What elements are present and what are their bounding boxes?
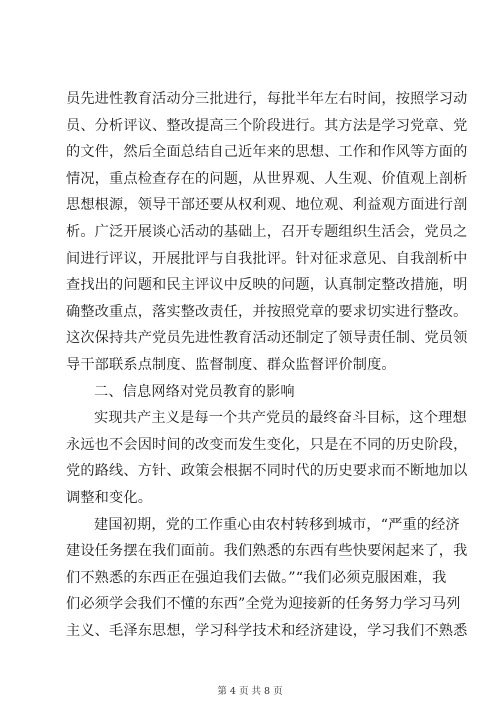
text-line: 确整改重点，落实整改责任，并按照党章的要求切实进行整改。 [66,303,468,320]
text-line: 导干部联系点制度、监督制度、群众监督评价制度。 [66,356,396,373]
text-line: 永远也不会因时间的改变而发生变化，只是在不同的历史阶段， [66,436,468,453]
text-line: 二、信息网络对党员教育的影响 [94,383,295,400]
page-footer: 第 4 页 共 8 页 [217,686,283,697]
text-line: 员先进性教育活动分三批进行，每批半年左右时间，按照学习动 [66,91,468,107]
text-line: 思想根源，领导干部还要从权利观、地位观、利益观方面进行剖 [66,197,468,214]
text-line: 党的路线、方针、政策会根据不同时代的历史要求而不断地加以 [66,463,468,480]
text-line: 间进行评议，开展批评与自我批评。针对征求意见、自我剖析中 [66,250,468,267]
text-line: 们必须学会我们不懂的东西”全党为迎接新的任务努力学习马列 [66,596,461,613]
text-line: 的文件，然后全面总结自己近年来的思想、工作和作风等方面的 [66,144,468,161]
text-line: 这次保持共产党员先进性教育活动还制定了领导责任制、党员领 [66,330,468,347]
text-line: 们不熟悉的东西正在强迫我们去做。”“我们必须克服困难，我 [66,569,447,586]
text-line: 查找出的问题和民主评议中反映的问题，认真制定整改措施，明 [66,277,468,294]
text-line: 主义、毛泽东思想，学习科学技术和经济建设，学习我们不熟悉 [66,622,468,639]
text-line: 建设任务摆在我们面前。我们熟悉的东西有些快要闲起来了，我 [66,543,468,560]
text-line: 建国初期，党的工作重心由农村转移到城市，“严重的经济 [94,516,460,533]
text-line: 员、分析评议、整改提高三个阶段进行。其方法是学习党章、党 [66,117,468,134]
text-line: 调整和变化。 [66,489,153,506]
text-line: 情况，重点检查存在的问题，从世界观、人生观、价值观上剖析 [66,170,468,187]
document-body [66,86,468,644]
text-line: 实现共产主义是每一个共产党员的最终奋斗目标，这个理想 [94,410,467,427]
text-line: 析。广泛开展谈心活动的基础上，召开专题组织生活会，党员之 [66,223,468,240]
